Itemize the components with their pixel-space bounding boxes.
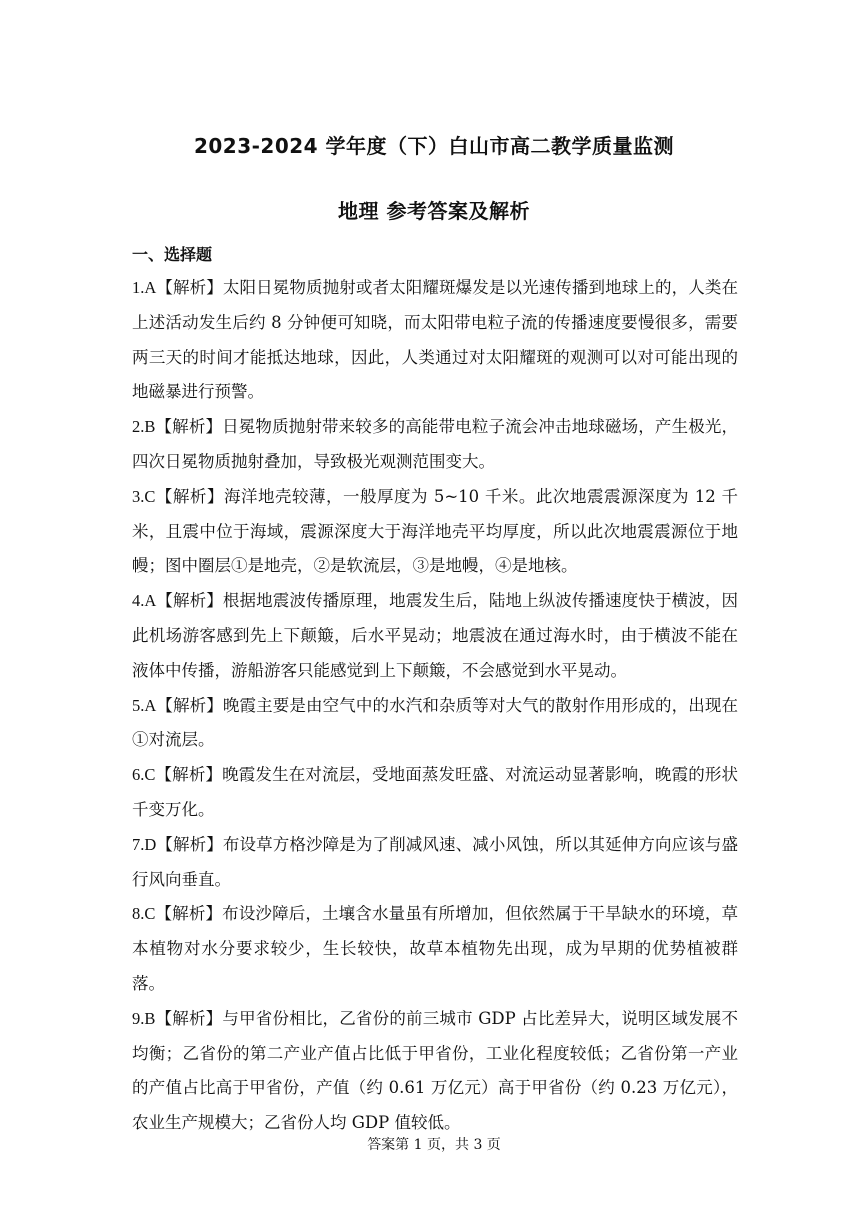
answer-text: 与甲省份相比，乙省份的前三城市 GDP 占比差异大，说明区域发展不均衡；乙省份的第二产业产值占比低于甲省份，工业化程度较低；乙省份第一产业的产值占比高于甲省份，产值（约 0.61 万亿元）高于甲省份（约 0.23 万亿元），农业生产规模大；乙省份人均 GDP 值较低。 <box>132 1008 739 1133</box>
answer-item <box>132 271 738 410</box>
answer-label: 4.A <box>132 591 157 611</box>
answer-text: 日冕物质抛射带来较多的高能带电粒子流会冲击地球磁场，产生极光，四次日冕物质抛射叠加，导致极光观测范围变大。 <box>132 417 739 471</box>
analysis-tag: 【解析】 <box>155 1008 223 1028</box>
answer-item <box>132 897 738 1001</box>
answer-text: 海洋地壳较薄，一般厚度为 5~10 千米。此次地震震源深度为 12 千米，且震中位于海域，震源深度大于海洋地壳平均厚度，所以此次地震震源位于地幔；图中圈层①是地壳，②是软流层，③是地幔，④是地核。 <box>132 486 739 576</box>
analysis-tag: 【解析】 <box>156 695 223 715</box>
analysis-tag: 【解析】 <box>156 278 223 297</box>
document-subtitle: 地理 参考答案及解析 <box>338 199 530 223</box>
answer-label: 8.C <box>132 904 156 924</box>
answer-text: 太阳日冕物质抛射或者太阳耀斑爆发是以光速传播到地球上的，人类在上述活动发生后约 8 分钟便可知晓，而太阳带电粒子流的传播速度要慢很多，需要两三天的时间才能抵达地球，因此，人类通过对太阳耀斑的观测可以对可能出现的地磁暴进行预警。 <box>132 278 739 402</box>
analysis-tag: 【解析】 <box>156 834 223 854</box>
answer-item <box>132 410 738 480</box>
answer-item <box>132 480 738 584</box>
answer-label: 7.D <box>132 834 157 854</box>
answer-text: 布设草方格沙障是为了削减风速、减小风蚀，所以其延伸方向应该与盛行风向垂直。 <box>132 834 739 889</box>
answer-label: 1.A <box>132 278 157 297</box>
answer-list <box>132 271 738 1141</box>
analysis-tag: 【解析】 <box>155 765 223 785</box>
answer-item <box>132 689 738 759</box>
answer-item <box>132 584 738 688</box>
section-heading: 一、选择题 <box>132 245 213 264</box>
answer-item <box>132 828 738 898</box>
answer-text: 根据地震波传播原理，地震发生后，陆地上纵波传播速度快于横波，因此机场游客感到先上下颠簸，后水平晃动；地震波在通过海水时，由于横波不能在液体中传播，游船游客只能感觉到上下颠簸，不会感觉到水平晃动。 <box>132 591 739 680</box>
answer-label: 5.A <box>132 695 157 715</box>
analysis-tag: 【解析】 <box>156 591 223 611</box>
page-footer: 答案第 1 页，共 3 页 <box>367 1137 501 1153</box>
analysis-tag: 【解析】 <box>155 486 224 506</box>
analysis-tag: 【解析】 <box>155 904 223 924</box>
document-title: 2023-2024 学年度（下）白山市高二教学质量监测 <box>193 134 675 158</box>
answer-label: 2.B <box>132 417 156 437</box>
answer-item <box>132 758 738 828</box>
answer-label: 9.B <box>132 1008 156 1028</box>
answer-text: 晚霞发生在对流层，受地面蒸发旺盛、对流运动显著影响，晚霞的形状千变万化。 <box>132 765 739 819</box>
answer-text: 布设沙障后，土壤含水量虽有所增加，但依然属于干旱缺水的环境，草本植物对水分要求较少，生长较快，故草本植物先出现，成为早期的优势植被群落。 <box>132 904 739 993</box>
answer-label: 6.C <box>132 765 156 785</box>
answer-item <box>132 1002 738 1141</box>
answer-label: 3.C <box>132 486 156 506</box>
answer-text: 晚霞主要是由空气中的水汽和杂质等对大气的散射作用形成的，出现在①对流层。 <box>132 695 739 750</box>
analysis-tag: 【解析】 <box>155 417 223 437</box>
